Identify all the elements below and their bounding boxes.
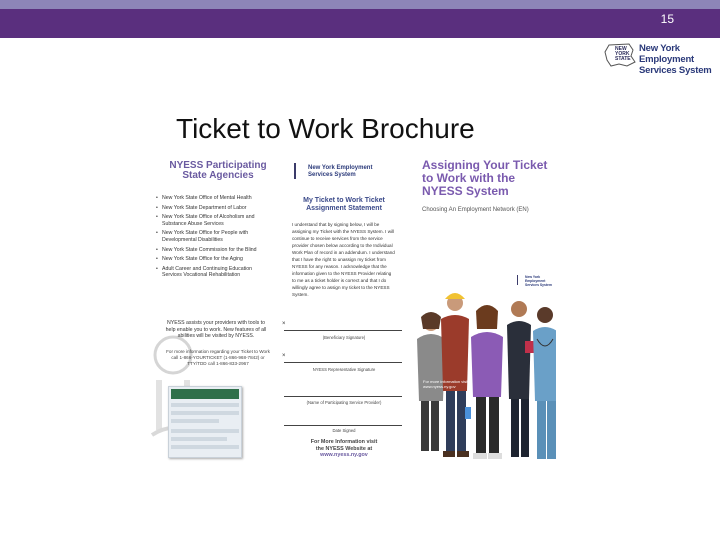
logo-name-line1: New York Employment [639, 43, 695, 65]
cover-title-line1: Assigning Your Ticket [422, 158, 548, 172]
assignment-logo-name [308, 165, 372, 179]
thumbnail-block [171, 403, 239, 407]
cover-info: For more information visit www.nyess.ny.gov [423, 379, 469, 389]
assignment-title-line2: Assignment Statement [306, 205, 382, 212]
cover-logo-line2: Services System [525, 283, 552, 287]
assignment-footer [294, 439, 394, 459]
logo-mark-line: YORK [615, 51, 630, 57]
agency-item: • New York State Commission for the Blind [156, 247, 268, 254]
brochure-panel-agencies [148, 155, 272, 467]
agency-item: • New York State Office for the Aging [156, 256, 268, 263]
footer-line2: the NYESS Website at [315, 445, 373, 452]
cover-logo-line1: New York Employment [525, 275, 546, 283]
signature-label: (Beneficiary Signature) [322, 335, 366, 340]
thumbnail-block [171, 419, 219, 423]
assignment-title-line1: My Ticket to Work Ticket [303, 197, 385, 204]
ticket-contact-info: For more information regarding your Ticket to Work call 1-866-YOURTICKET (1-866-968-7842) or TTY/TDD call 1-866-833-2967 [166, 349, 270, 366]
brochure-panel-assignment [280, 155, 410, 467]
logo-mark-line: STATE [615, 56, 631, 62]
thumbnail-block [171, 411, 239, 415]
representative-signature-line [284, 353, 402, 363]
signature-label: NYESS Representative Signature [312, 367, 376, 372]
agency-item: • New York State Office of Mental Health [156, 195, 268, 202]
nys-outline-icon [517, 275, 523, 285]
assignment-logo-line2: Services System [308, 172, 356, 178]
agency-item: • New York State Office of Alcoholism and Substance Abuse Services [156, 214, 268, 227]
x-mark: × [282, 353, 286, 359]
assignment-logo [294, 163, 404, 179]
agencies-title-line1: NYESS Participating [169, 160, 267, 171]
signature-label: Date Signed [332, 428, 356, 433]
nys-state-outline-icon [603, 42, 637, 68]
thumbnail-block [171, 429, 239, 433]
logo-name [639, 43, 719, 76]
cover-logo-name [525, 275, 555, 287]
header-stripe [0, 0, 720, 9]
cover-title-line2: to Work with the [422, 171, 516, 185]
signature-label: (Name of Participating Service Provider) [306, 400, 382, 405]
assignment-title [294, 197, 394, 213]
agency-item: • New York State Department of Labor [156, 205, 268, 212]
nys-outline-icon [294, 163, 306, 179]
logo-mark-line: NEW [615, 46, 627, 52]
cover-title [422, 159, 552, 198]
footer-line1: For More Information visit [310, 439, 378, 445]
nyess-logo [603, 42, 719, 76]
slide-title: Ticket to Work Brochure [176, 113, 475, 144]
provider-name-line [284, 387, 402, 397]
header-bar [0, 0, 720, 38]
cover-subtitle: Choosing An Employment Network (EN) [422, 207, 529, 213]
thumbnail-header [171, 389, 239, 399]
assignment-statement-text: I understand that by signing below, I will be assigning my Ticket with the NYESS System. I will continue to receive services from the service provider chosen below according to the Individual Work Plan of record in an addendum. I understand that I have the right to unassign my ticket from NYESS for any reason. I acknowledge that the information given to the NYESS Provider relating to me as a ticket holder is correct and that I do willingly agree to assign my ticket to the NYESS System. [292, 222, 395, 297]
agencies-list [156, 195, 268, 282]
thumbnail-block [171, 445, 239, 449]
cover-title-line3: NYESS System [422, 184, 509, 198]
cover-logo [517, 275, 555, 287]
footer-url: www.nyess.ny.gov [320, 452, 368, 459]
agency-item: • New York State Office for People with Developmental Disabilities [156, 230, 268, 243]
slide-number: 15 [660, 12, 674, 26]
logo-name-line2: Services System [639, 65, 712, 76]
agency-item: • Adult Career and Continuing Education Services Vocational Rehabilitation [156, 266, 268, 279]
website-screenshot-thumbnail [168, 386, 242, 458]
date-signed-line [284, 416, 402, 426]
agencies-title-line2: State Agencies [182, 170, 254, 181]
assignment-logo-line1: New York Employment [308, 165, 373, 171]
agencies-tagline: NYESS assists your providers with tools to help enable you to work. New features of all abilities will be visited by NYESS. [165, 320, 267, 340]
thumbnail-block [171, 437, 227, 441]
brochure-panel-cover [413, 155, 556, 473]
beneficiary-signature-line [284, 321, 402, 331]
agencies-title [168, 161, 268, 181]
x-mark: × [282, 321, 286, 327]
workers-group-photo [413, 281, 556, 473]
